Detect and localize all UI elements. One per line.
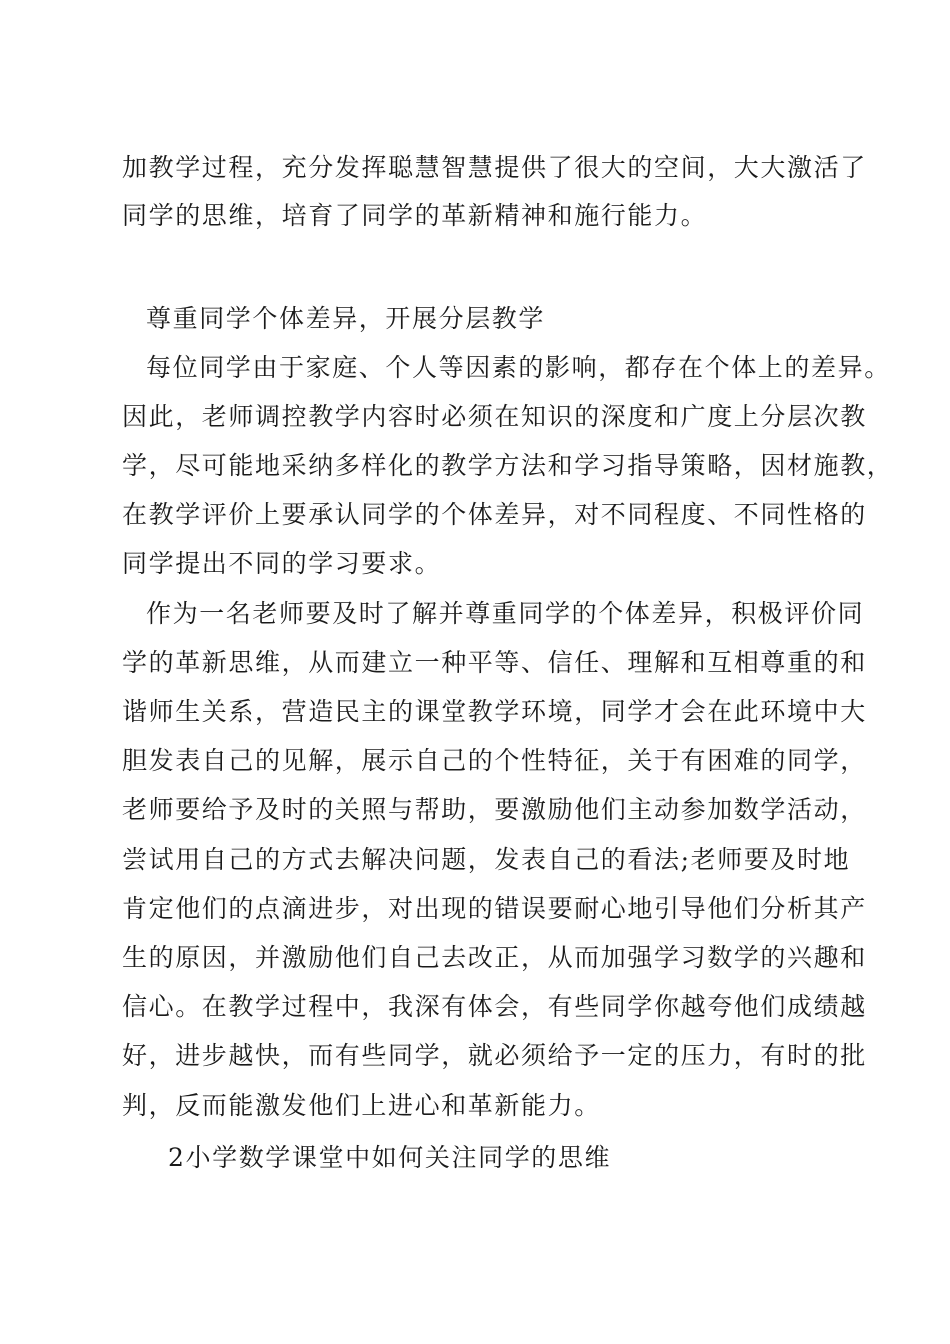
section-heading: 2小学数学课堂中如何关注同学的思维 (168, 1143, 612, 1172)
text-line: 同学提出不同的学习要求。 (122, 549, 442, 578)
text-line: 判，反而能激发他们上进心和革新能力。 (122, 1091, 601, 1120)
text-line: 生的原因，并激励他们自己去改正，从而加强学习数学的兴趣和 (122, 943, 867, 972)
text-line: 老师要给予及时的关照与帮助，要激励他们主动参加数学活动， (122, 795, 867, 824)
section-heading: 尊重同学个体差异，开展分层教学 (146, 304, 546, 333)
text-line: 同学的思维，培育了同学的革新精神和施行能力。 (122, 201, 708, 230)
text-line: 因此，老师调控教学内容时必须在知识的深度和广度上分层次教 (122, 402, 867, 431)
text-line: 胆发表自己的见解，展示自己的个性特征，关于有困难的同学， (122, 746, 867, 775)
text-line: 信心。在教学过程中，我深有体会，有些同学你越夸他们成绩越 (122, 992, 867, 1021)
text-line: 学，尽可能地采纳多样化的教学方法和学习指导策略，因材施教， (122, 451, 894, 480)
text-line: 谐师生关系，营造民主的课堂教学环境，同学才会在此环境中大 (122, 697, 867, 726)
text-line: 加教学过程，充分发挥聪慧智慧提供了很大的空间，大大激活了 (122, 153, 867, 182)
text-line: 肯定他们的点滴进步，对出现的错误要耐心地引导他们分析其产 (122, 894, 867, 923)
text-line: 作为一名老师要及时了解并尊重同学的个体差异，积极评价同 (146, 599, 865, 628)
text-line: 尝试用自己的方式去解决问题，发表自己的看法;老师要及时地 (122, 845, 851, 874)
text-line: 每位同学由于家庭、个人等因素的影响，都存在个体上的差异。 (146, 353, 891, 382)
text-line: 好，进步越快，而有些同学，就必须给予一定的压力，有时的批 (122, 1041, 867, 1070)
text-line: 学的革新思维，从而建立一种平等、信任、理解和互相尊重的和 (122, 648, 867, 677)
text-line: 在教学评价上要承认同学的个体差异，对不同程度、不同性格的 (122, 500, 867, 529)
